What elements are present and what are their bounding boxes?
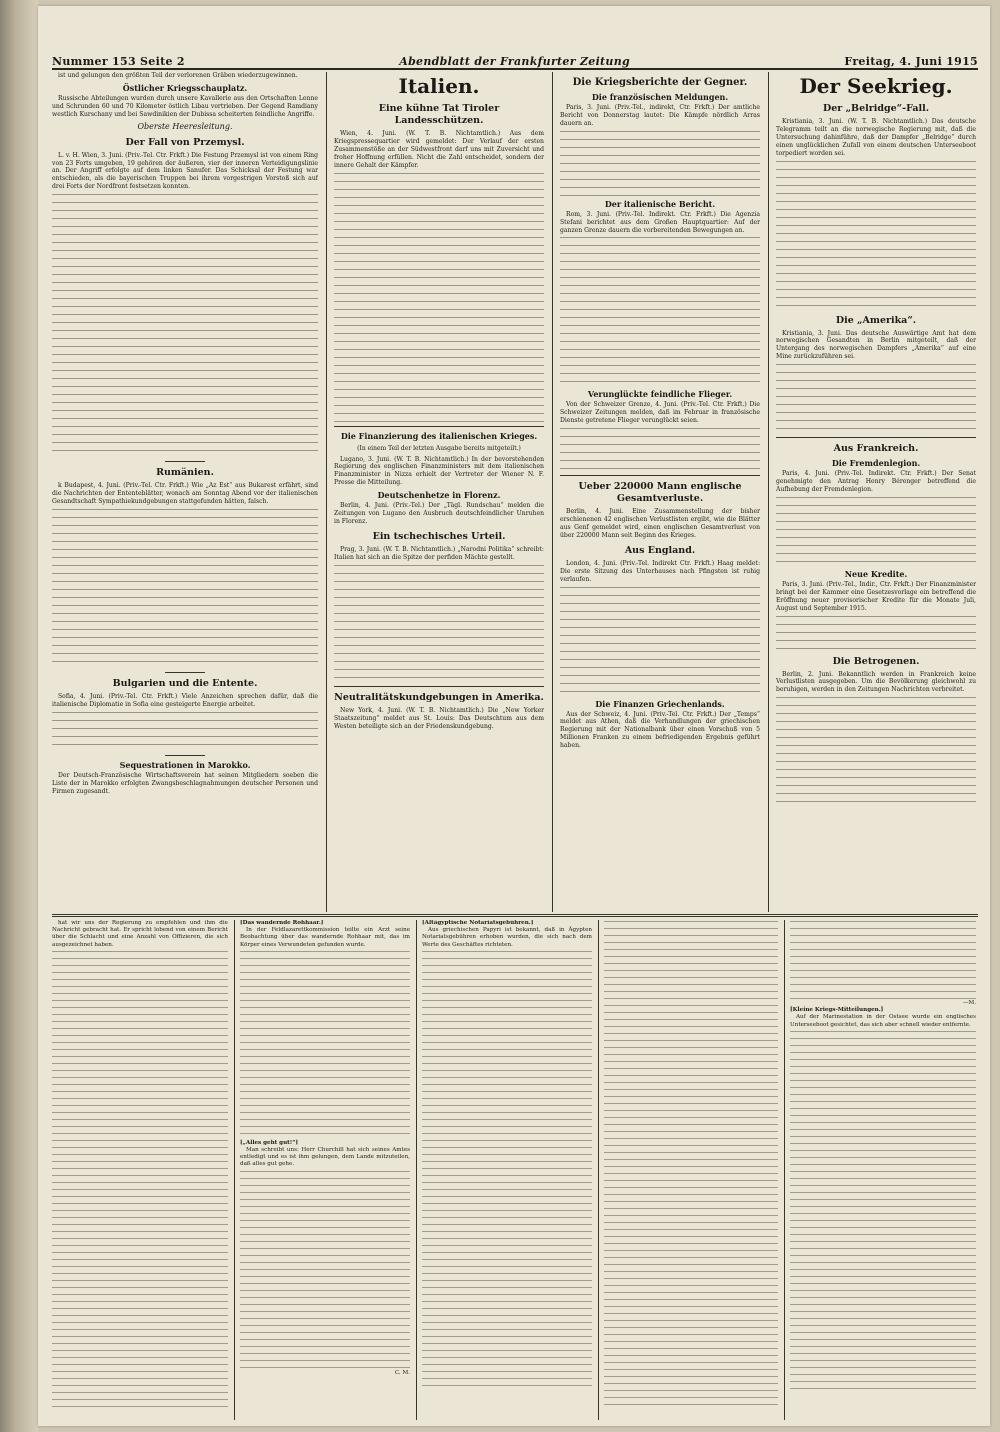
- rumania-body: [52, 508, 318, 668]
- column-rule: [552, 72, 553, 912]
- section-divider: [334, 686, 544, 687]
- america-text: Kristiania, 3. Juni. Das deutsche Auswärtige Amt hat dem norwegischen Gesandten in Berlin mitgeteilt, daß der Untergang des norwegischen Dampfers „Amerika“ auf eine Mine zurückzuführen sei.: [776, 329, 976, 361]
- feuilleton-rule: [52, 916, 978, 917]
- england-body: [560, 586, 760, 696]
- betrogen-text: Berlin, 2. Juni. Bekanntlich werden in Frankreich keine Verlustlisten ausgegeben. Um die Bevölkerung gleichwohl zu beruhigen, werden in den Zeitungen Nachrichten verbreitet.: [776, 670, 976, 694]
- bulgaria-title: Bulgarien und die Entente.: [112, 677, 258, 689]
- greece-title: Die Finanzen Griechenlands.: [595, 698, 725, 709]
- england-title: Aus England.: [624, 544, 696, 556]
- alles-gut-title: [„Alles geht gut!“]: [240, 1139, 299, 1146]
- feuilleton-text: hat wir uns der Regierung zu empfehlen und ihm die Nachricht gebracht hat. Er spricht lobend von einem Bericht über die Schlacht und eine Anzahl von Offizieren, die sich ausgezeichnet haben.: [52, 920, 228, 948]
- belridge-text: Kristiania, 3. Juni. (W. T. B. Nichtamtlich.) Das deutsche Telegramm teilt an die norwegische Regierung mit, daß die Untersuchung dahinführe, daß der Dampfer „Belridge“ durch einen unglücklichen Zufall von einem deutschen Unterseeboot torpediert worden sei.: [776, 118, 976, 157]
- masthead-issue: Nummer 153 Seite 2: [52, 55, 185, 68]
- column-rule: [598, 920, 599, 1420]
- feuilleton-column-4: [604, 920, 778, 1420]
- section-divider: [165, 755, 205, 756]
- article-intro: ist und gelungen den größten Teil der verlorenen Gräben wiederzugewinnen.: [58, 72, 298, 79]
- masthead-title: Abendblatt der Frankfurter Zeitung: [399, 55, 631, 68]
- feuilleton-body: [790, 920, 976, 1000]
- loss-title: Ueber 220000 Mann englische Gesamtverluste.: [578, 481, 742, 505]
- rohhaar-text: In der Feldlazarettkommission teilte ein Arzt seine Beobachtung über das wandernde Rohhaar mit, das im Körper eines Verwundeten gefunden wurde.: [240, 927, 410, 948]
- italian-title: Der italienische Bericht.: [604, 198, 716, 209]
- italy-heading: Italien.: [398, 74, 480, 98]
- legion-text: Paris, 4. Juni. (Priv.-Tel. Indirekt. Ctr. Frkft.) Der Senat genehmigte den Antrag Henry Bérenger betreffend die Aufhebung der Fremdenlegion.: [776, 470, 976, 493]
- feuilleton-body: [52, 950, 228, 1410]
- morocco-text: Der Deutsch-Französische Wirtschaftsverein hat seinen Mitgliedern soeben die Liste der in Marokko erfolgten Zwangsbeschlagnahmungen deutscher Personen und Firmen zugesandt.: [52, 771, 318, 795]
- column-1: [52, 72, 318, 912]
- przemysl-body: [52, 193, 318, 457]
- neutral-title: Neutralitätskundgebungen in Amerika.: [334, 691, 544, 703]
- loss-text: Berlin, 4. Juni. Eine Zusammenstellung der bisher erschienenen 42 englischen Verlustlisten ergibt, wie die Blätter aus Genf gemeldet wird, einen englischen Gesamtverlust von über 220000 Mann seit Beginn des Krieges.: [560, 508, 760, 539]
- section-divider: [560, 475, 760, 476]
- rumania-text: k Budapest, 4. Juni. (Priv.-Tel. Ctr. Frkft.) Wie „Az Est“ aus Bukarest erfährt, sind die Nachrichten der Ententeblätter, wonach am Sonntag Abend vor der italienischen Gesandtschaft Sympathiekundgebungen stattgefunden hätten, falsch.: [52, 482, 318, 505]
- finance-text: Lugano, 3. Juni. (W. T. B. Nichtamtlich.) In der bevorstehenden Regierung des englischen Finanzministers mit dem italienischen Finanzminister in Nizza erhielt der Vertreter der Wiener N. F. Presse die Mitteilung.: [334, 455, 544, 487]
- greece-text: Aus der Schweiz, 4. Juni. (Priv.-Tel. Ctr. Frkft.) Der „Temps“ meldet aus Athen, daß die Verhandlungen der griechischen Regierung mit der Nationalbank über einen Vorschuß von 5 Millionen Franken zu einem befriedigenden Ergebnis geführt haben.: [560, 710, 760, 750]
- finance-title: Die Finanzierung des italienischen Krieges.: [340, 430, 538, 441]
- column-rule: [234, 920, 235, 1420]
- notariat-title: [Altägyptische Notariatsgebühren.]: [422, 920, 534, 926]
- betrogen-body: [776, 696, 976, 806]
- column-2: [334, 72, 544, 912]
- america-title: Die „Amerika“.: [835, 314, 917, 326]
- feuilleton-body: [422, 950, 592, 1390]
- italian-body: [560, 236, 760, 386]
- czech-title: Ein tschechisches Urteil.: [372, 530, 506, 542]
- przemysl-text: L. v. H. Wien, 3. Juni. (Priv.-Tel. Ctr. Frkft.) Die Festung Przemysl ist von einem Ring von 23 Forts umgeben, 19 gehören der äußeren, vier der inneren Verteidigungslinie an. Der Angriff erfolgte auf dem linken Sanufer. Das Schicksal der Festung war entschieden, als die bayerischen Truppen bei ihrem vorgestrigen Vorstoß sich auf drei Forts der Nordfront festsetzen konnten.: [52, 151, 318, 191]
- feuilleton-column-3: [422, 920, 592, 1420]
- alles-gut-text: Man schreibt uns: Herr Churchill hat sich seines Amtes entledigt und es ist ihm gelungen, dem Lande mitzuteilen, daß alles gut gehe.: [240, 1147, 410, 1168]
- belridge-title: Der „Belridge“-Fall.: [823, 103, 929, 114]
- feuilleton-body: [240, 1170, 410, 1370]
- credit-text: Paris, 3. Juni. (Priv.-Tel., Indir., Ctr. Frkft.) Der Finanzminister bringt bei der Kammer eine Gesetzesvorlage ein betreffend die Eröffnung neuer provisorischer Kredite für die Monate Juli, August und September 1915.: [776, 580, 976, 612]
- seekrieg-heading: Der Seekrieg.: [799, 74, 953, 98]
- flyer-title: Verunglückte feindliche Flieger.: [587, 389, 733, 400]
- column-rule: [784, 920, 785, 1420]
- czech-text: Prag, 3. Juni. (W. T. B. Nichtamtlich.) „Narodni Politika“ schreibt: Italien hat sich an die Spitze der perfiden Mächte gestellt.: [334, 545, 544, 561]
- section-divider: [165, 461, 205, 462]
- masthead: [52, 48, 978, 70]
- bulgaria-text: Sofia, 4. Juni. (Priv.-Tel. Ctr. Frkft.) Viele Anzeichen sprechen dafür, daß die italienische Diplomatie in Sofia eine gesteigerte Energie arbeitet.: [52, 692, 318, 708]
- feuilleton-body: [240, 950, 410, 1140]
- finance-note: (In einem Teil der letzten Ausgabe bereits mitgeteilt.): [357, 444, 521, 452]
- column-rule: [416, 920, 417, 1420]
- czech-body: [334, 564, 544, 682]
- credit-title: Neue Kredite.: [844, 568, 908, 579]
- italian-text: Rom, 3. Juni. (Priv.-Tel. Indirekt. Ctr. Frkft.) Die Agenzia Stefani berichtet aus dem Großen Hauptquartier: Auf der ganzen Grenze dauern die vorbereitenden Bewegungen an.: [560, 210, 760, 234]
- french-text: Paris, 3. Juni. (Priv.-Tel., indirekt, Ctr. Frkft.) Der amtliche Bericht von Donnerstag lautet: Die Kämpfe nördlich Arras dauern an.: [560, 104, 760, 127]
- kriegs-mitteilungen-text: Auf der Marinestation in der Ostsee wurde ein englisches Unterseeboot gesichtet, das sich aber schnell wieder entfernte.: [790, 1014, 976, 1028]
- flyer-text: Von der Schweizer Grenze, 4. Juni. (Priv.-Tel. Ctr. Frkft.) Die Schweizer Zeitungen melden, daß im Februar in französische Dienste getretene Flieger verunglückt seien.: [560, 401, 760, 425]
- bulgaria-body: [52, 711, 318, 751]
- column-rule: [326, 72, 327, 912]
- signature: C. M.: [394, 1369, 410, 1376]
- east-signature: Oberste Heeresleitung.: [137, 121, 233, 131]
- column-rule: [768, 72, 769, 912]
- america-body: [776, 363, 976, 433]
- florenz-title: Deutschenhetze in Florenz.: [377, 490, 501, 501]
- binding-edge: [0, 0, 38, 1432]
- england-text: London, 4. Juni. (Priv.-Tel. Indirekt Ctr. Frkft.) Haag meldet: Die erste Sitzung des Unterhauses nach Pfingsten ist ruhig verlaufen.: [560, 559, 760, 583]
- tirol-text: Wien, 4. Juni. (W. T. B. Nichtamtlich.) Aus dem Kriegspressequartier wird gemeldet: Der Verlauf der ersten Zusammenstöße an der Südwestfront darf uns mit Zuversicht und froher Hoffnung erfüllen. Nicht die Zahl entscheidet, sondern der innere Gehalt der Kämpfer.: [334, 130, 544, 169]
- french-title: Die französischen Meldungen.: [591, 92, 729, 102]
- morocco-title: Sequestrationen in Marokko.: [119, 759, 251, 770]
- column-4: [776, 72, 976, 912]
- rumania-title: Rumänien.: [156, 467, 214, 479]
- french-body: [560, 130, 760, 196]
- section-divider: [165, 672, 205, 673]
- masthead-date: Freitag, 4. Juni 1915: [844, 55, 978, 68]
- belridge-body: [776, 160, 976, 310]
- feuilleton-body: [604, 920, 778, 1410]
- feuilleton-column-1: [52, 920, 228, 1420]
- credit-body: [776, 615, 976, 651]
- rohhaar-title: [Das wandernde Rohhaar.]: [240, 920, 324, 926]
- neutral-text: New York, 4. Juni. (W. T. B. Nichtamtlich.) Die „New Yorker Staatszeitung“ meldet aus St. Louis: Das Deutschtum aus dem Westen beteiligte sich an der Friedenskundgebung.: [334, 706, 544, 730]
- feuilleton-body: [790, 1030, 976, 1390]
- przemysl-title: Der Fall von Przemysl.: [125, 136, 245, 148]
- signature: —M.: [962, 1000, 976, 1006]
- newspaper-page: [38, 6, 990, 1426]
- flyer-body: [560, 427, 760, 471]
- legion-body: [776, 496, 976, 566]
- feuilleton-column-5: [790, 920, 976, 1420]
- feuilleton-rule: [52, 914, 978, 915]
- betrogen-title: Die Betrogenen.: [832, 655, 920, 667]
- section-divider: [776, 437, 976, 438]
- reports-heading: Die Kriegsberichte der Gegner.: [572, 77, 748, 88]
- tirol-body: [334, 172, 544, 422]
- tirol-subheading: Eine kühne Tat Tiroler Landesschützen.: [378, 103, 500, 126]
- feuilleton-column-2: [240, 920, 410, 1420]
- kriegs-mitteilungen-title: [Kleine Kriegs-Mitteilungen.]: [790, 1007, 884, 1014]
- france-title: Aus Frankreich.: [833, 443, 919, 455]
- column-3: [560, 72, 760, 912]
- east-heading: Östlicher Kriegsschauplatz.: [122, 82, 248, 93]
- notariat-text: Aus griechischen Papyri ist bekannt, daß in Ägypten Notariatsgebühren erhoben wurden, die sich nach dem Werte des Geschäftes richteten.: [422, 927, 592, 948]
- section-divider: [334, 426, 544, 427]
- legion-title: Die Fremdenlegion.: [831, 458, 921, 469]
- east-text: Russische Abteilungen wurden durch unsere Kavallerie aus den Ortschaften Lenne und Schrunden 60 und 70 Kilometer östlich Libau vertrieben. Der Gegend Ramdiany westlich Kurschany und bei Sawdinikien der Dubissa scheiterten feindliche Angriffe.: [52, 94, 318, 118]
- florenz-text: Berlin, 4. Juni. (Priv.-Tel.) Der „Tägl. Rundschau“ melden die Zeitungen von Lugano den Ausbruch deutschfeindlicher Unruhen in Florenz.: [334, 502, 544, 525]
